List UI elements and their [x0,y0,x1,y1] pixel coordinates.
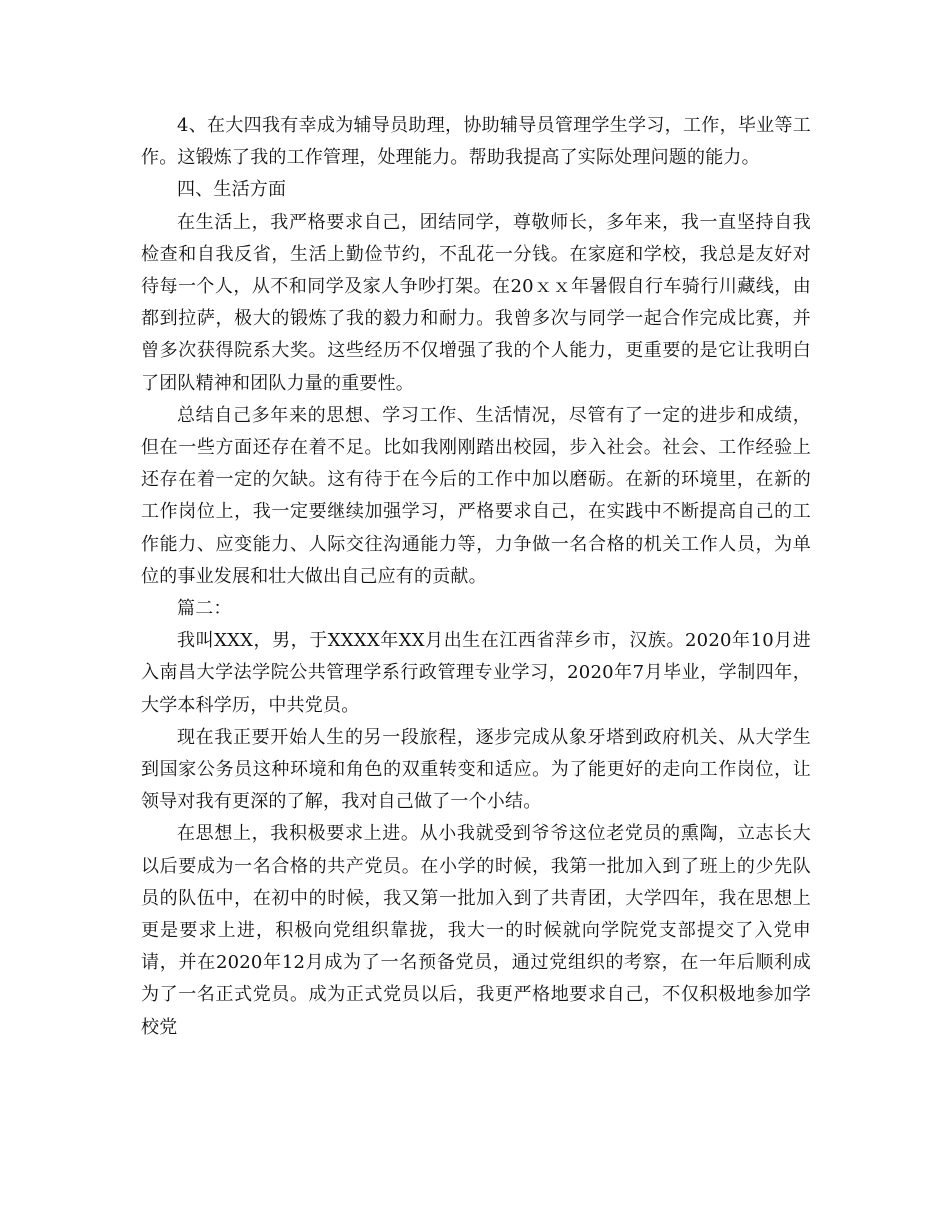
paragraph-assistant-role: 4、在大四我有幸成为辅导员助理，协助辅导员管理学生学习，工作，毕业等工作。这锻炼了我的工作管理，处理能力。帮助我提高了实际处理问题的能力。 [141,115,811,169]
paragraph-ideology: 在思想上，我积极要求上进。从小我就受到爷爷这位老党员的熏陶，立志长大以后要成为一名合格的共产党员。在小学的时候，我第一批加入到了班上的少先队员的队伍中，在初中的时候，我又第一批加入到了共青团，大学四年，我在思想上更是要求上进，积极向党组织靠拢，我大一的时候就向学院党支部提交了入党申请，并在2020年12月成为了一名预备党员，通过党组织的考察，在一年后顺利成为了一名正式党员。成为正式党员以后，我更严格地要求自己，不仅积极地参加学校党 [141,823,811,1038]
paragraph-life: 在生活上，我严格要求自己，团结同学，尊敬师长，多年来，我一直坚持自我检查和自我反省，生活上勤俭节约，不乱花一分钱。在家庭和学校，我总是友好对待每一个人，从不和同学及家人争吵打架。在20ｘｘ年暑假自行车骑行川藏线，由都到拉萨，极大的锻炼了我的毅力和耐力。我曾多次与同学一起合作完成比赛，并曾多次获得院系大奖。这些经历不仅增强了我的个人能力，更重要的是它让我明白了团队精神和团队力量的重要性。 [141,211,811,394]
section-heading-life: 四、生活方面 [177,179,287,201]
section-heading-part-two: 篇二： [177,598,232,620]
document-page [141,110,811,1044]
paragraph-new-journey: 现在我正要开始人生的另一段旅程，逐步完成从象牙塔到政府机关、从大学生到国家公务员这种环境和角色的双重转变和适应。为了能更好的走向工作岗位，让领导对我有更深的了解，我对自己做了一个小结。 [141,726,811,813]
paragraph-introduction: 我叫XXX，男，于XXXX年XX月出生在江西省萍乡市，汉族。2020年10月进入南昌大学法学院公共管理学系行政管理专业学习，2020年7月毕业，学制四年，大学本科学历，中共党员。 [141,630,811,716]
paragraph-summary: 总结自己多年来的思想、学习工作、生活情况，尽管有了一定的进步和成绩，但在一些方面还存在着不足。比如我刚刚踏出校园，步入社会。社会、工作经验上还存在着一定的欠缺。这有待于在今后的工作中加以磨砺。在新的环境里，在新的工作岗位上，我一定要继续加强学习，严格要求自己，在实践中不断提高自己的工作能力、应变能力、人际交往沟通能力等，力争做一名合格的机关工作人员，为单位的事业发展和壮大做出自己应有的贡献。 [141,404,811,587]
